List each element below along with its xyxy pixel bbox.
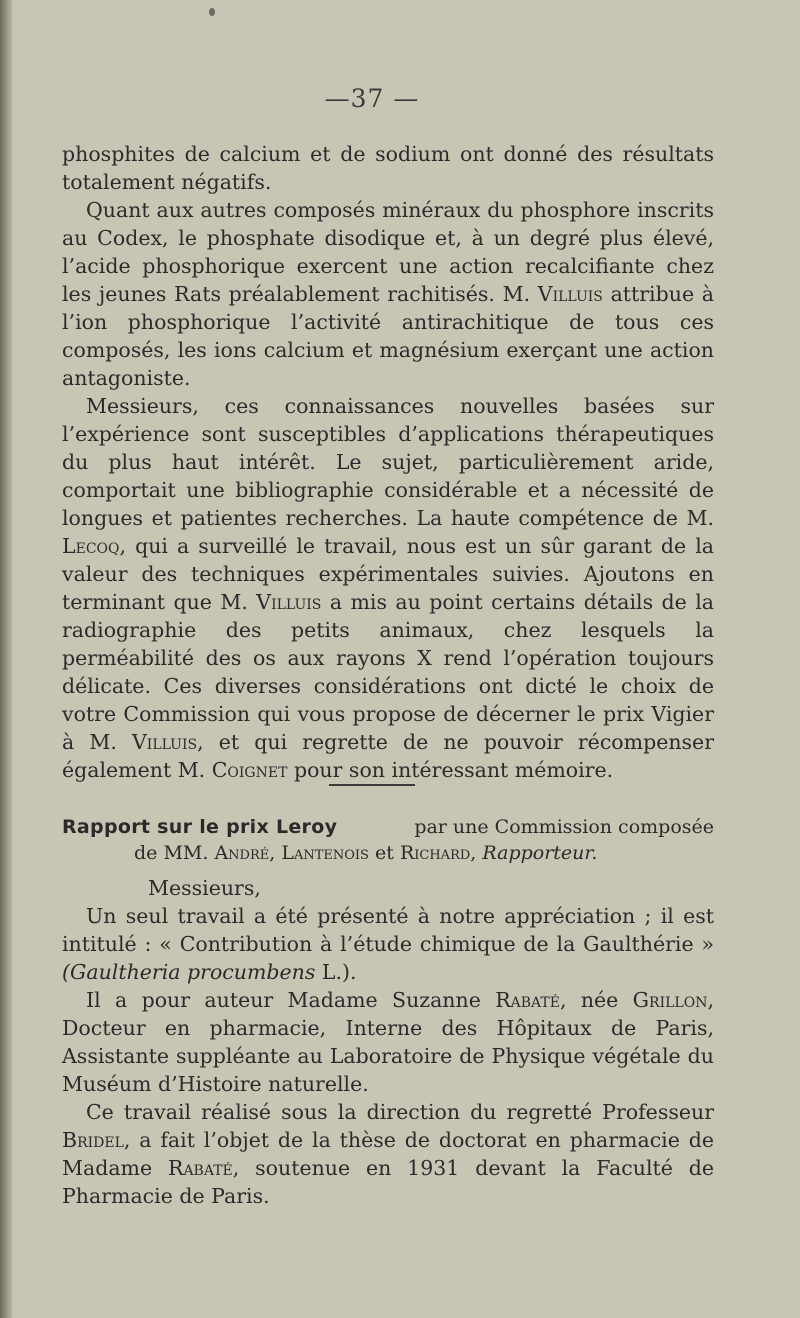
name-villuis: Villuis [256,590,322,614]
report-paragraph-3 [62,1098,714,1210]
paragraph-3-part-e: pour son intéressant mémoire. [293,758,614,782]
report-paragraph-1-end: L.). [321,960,357,984]
paragraph-3-part-b: qui a surveillé le travail, nous est un sûr garant de la valeur des techniques expérimentales suivies. Ajoutons en terminant que M. [62,534,714,614]
paragraph-1 [62,140,714,196]
report-heading [62,814,714,866]
report-paragraph-2 [62,986,714,1098]
report-paragraph-3-text: Ce travail réalisé sous la direction du regretté Professeur [86,1100,714,1124]
section-divider [329,784,415,786]
paragraph-2-rest: attribue à l’ion phosphorique l’activité antirachitique de tous ces composés, les ions calcium et magnésium exerçant une action antagoniste. [62,282,714,390]
name-andre: André, [214,842,276,864]
paragraph-2 [62,196,714,392]
report-heading-line-1 [62,814,714,840]
name-richard: Richard, [399,842,477,864]
report-paragraph-3-end: soutenue en 1931 devant la Faculté de Pharmacie de Paris. [62,1156,714,1208]
paragraph-1-text: phosphites de calcium et de sodium ont donné des résultats totalement négatifs. [62,142,714,194]
report-paragraph-1 [62,902,714,986]
page-number: —37 — [324,84,420,113]
salutation-text: Messieurs, [148,876,261,900]
name-rabate: Rabaté, [168,1156,240,1180]
report-nee: née [580,988,619,1012]
report-et: et [375,842,394,864]
name-lantenois: Lantenois [281,842,369,864]
salutation [62,874,714,902]
name-rabate: Rabaté, [495,988,567,1012]
report-rapporteur: Rapporteur. [482,842,598,864]
name-coignet: Coignet [211,758,288,782]
report-heading-line-2 [62,840,714,866]
latin-name: (Gaultheria procumbens [62,960,316,984]
ink-dot [209,8,215,16]
main-text-block [62,140,714,784]
book-spine-shadow [0,0,12,1318]
report-paragraph-2-text: Il a pour auteur Madame Suzanne [86,988,481,1012]
paragraph-3-part-d: et qui regrette de ne pouvoir récompenser également M. [62,730,714,782]
paragraph-3 [62,392,714,784]
report-de-mm: de MM. [134,842,209,864]
report-text-block [62,874,714,1210]
report-paragraph-1-text: Un seul travail a été présenté à notre appréciation ; il est intitulé : « Contribution à l’étude chimique de la Gaulthérie » [62,904,714,956]
paragraph-3-part-a: Messieurs, ces connaissances nouvelles basées sur l’expérience sont susceptibles d’applications thérapeutiques du plus haut intérêt. Le sujet, particulièrement aride, comportait une bibliographie considérable et a nécessité de longues et patientes recherches. La haute compétence de M. [62,394,714,530]
name-lecoq: Lecoq, [62,534,127,558]
report-commission: par une Commission composée [414,816,714,838]
name-grillon: Grillon, [632,988,714,1012]
report-paragraph-3-mid: a fait l’objet de la thèse de doctorat en pharmacie de Madame [62,1128,714,1180]
paragraph-2-text: Quant aux autres composés minéraux du phosphore inscrits au Codex, le phosphate disodique et, à un degré plus élevé, l’acide phosphorique exercent une action recalcifiante chez les jeunes Rats préalablement rachitisés. M. [62,198,714,306]
report-title: Rapport sur le prix Leroy [62,816,338,838]
report-paragraph-2-rest: Docteur en pharmacie, Interne des Hôpitaux de Paris, Assistante suppléante au Laboratoire de Physique végétale du Muséum d’Histoire naturelle. [62,1016,714,1096]
name-bridel: Bridel, [62,1128,131,1152]
paragraph-3-part-c: a mis au point certains détails de la radiographie des petits animaux, chez lesquels la perméabilité des os aux rayons X rend l’opération toujours délicate. Ces diverses considérations ont dicté le choix de votre Commission qui vous propose de décerner le prix Vigier à M. [62,590,714,754]
name-villuis: Villuis, [132,730,204,754]
name-villuis: Villuis [537,282,603,306]
